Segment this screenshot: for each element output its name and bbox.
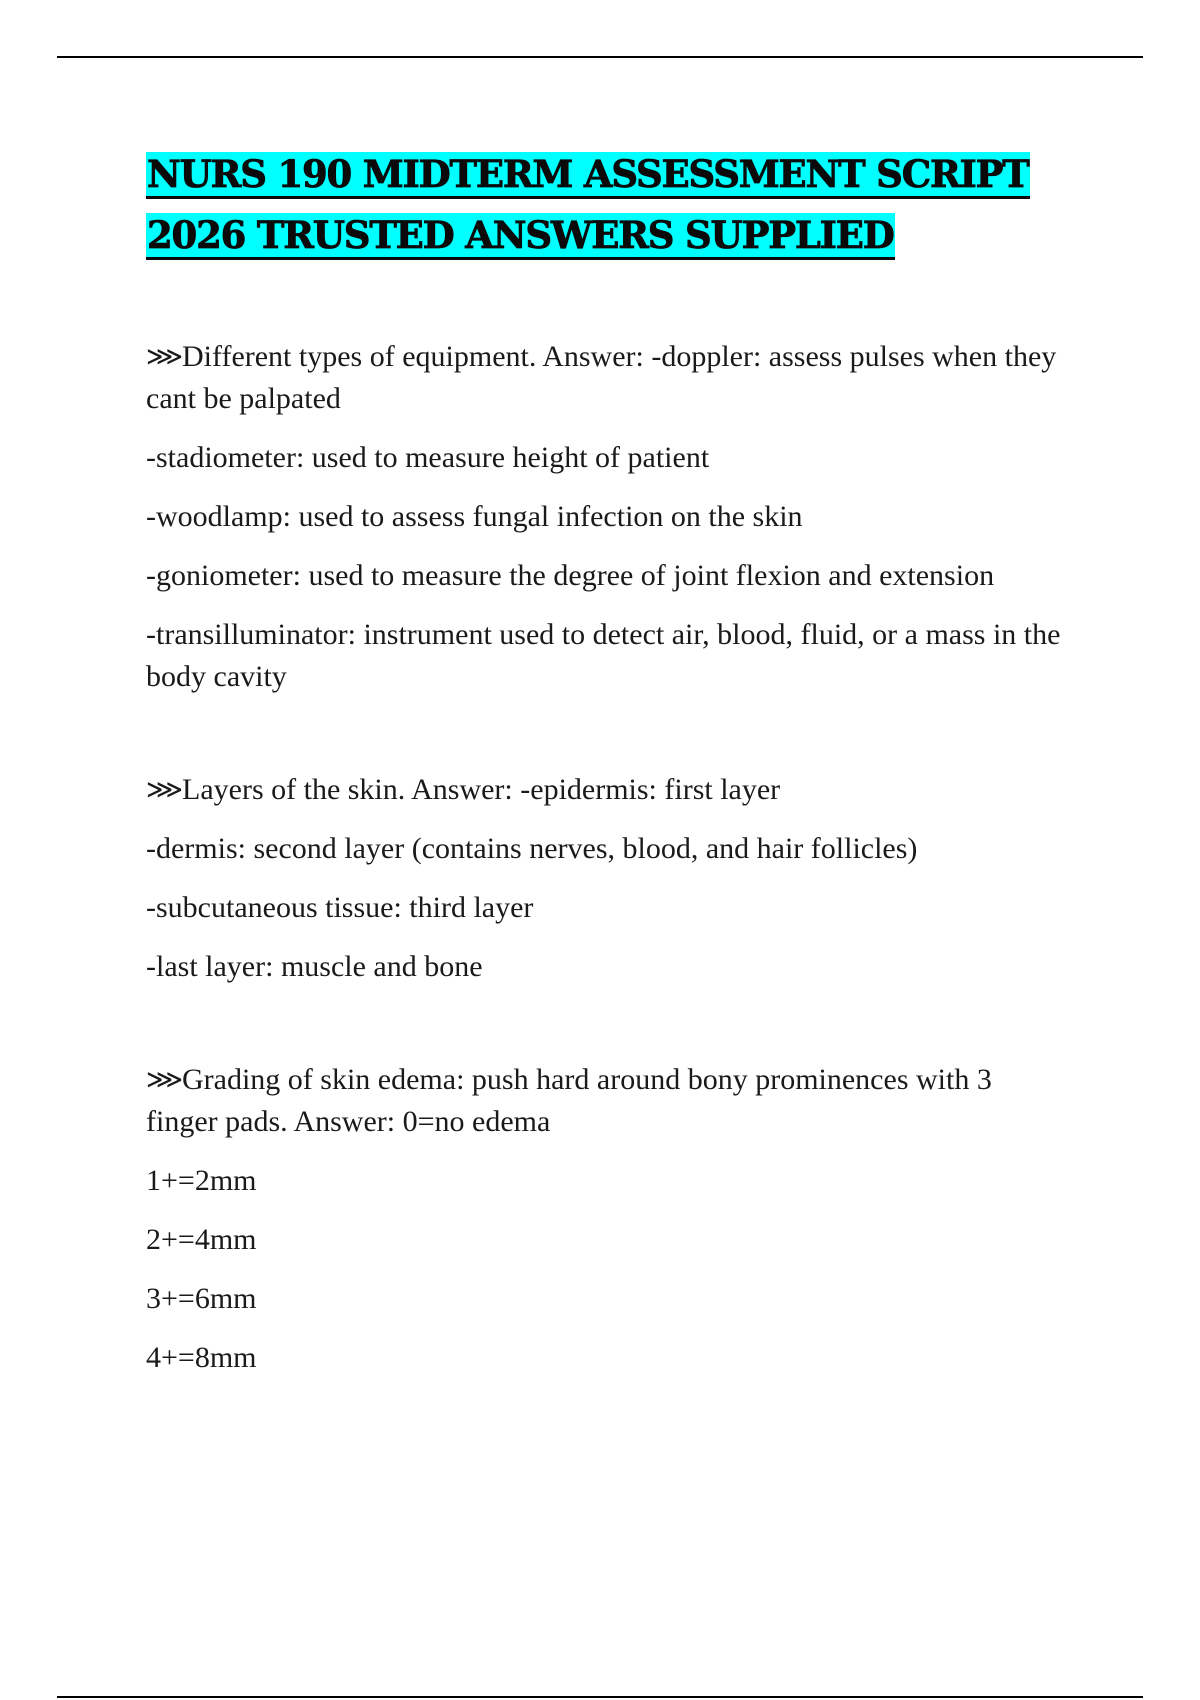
answer-line: -dermis: second layer (contains nerves, blood, and hair follicles)	[146, 832, 918, 865]
arrow-bullet-icon: ⋙	[146, 342, 183, 371]
section-spacer	[146, 1005, 1066, 1059]
answer-line: -stadiometer: used to measure height of patient	[146, 441, 710, 474]
question-paragraph	[146, 769, 1066, 811]
qa-section-equipment	[146, 336, 1066, 698]
section-spacer	[146, 715, 1066, 769]
arrow-bullet-icon: ⋙	[146, 775, 183, 804]
title-line-2: 2026 TRUSTED ANSWERS SUPPLIED	[146, 213, 895, 260]
question-text: Different types of equipment. Answer: -doppler: assess pulses when they cant be palpated	[146, 340, 1057, 415]
question-text: Grading of skin edema: push hard around bony prominences with 3 finger pads. Answer: 0=no edema	[146, 1063, 992, 1138]
qa-section-skin-layers	[146, 769, 1066, 988]
answer-line: -transilluminator: instrument used to detect air, blood, fluid, or a mass in the body cavity	[146, 618, 1061, 693]
document-title	[146, 144, 1076, 266]
answer-line: -subcutaneous tissue: third layer	[146, 891, 534, 924]
answer-line: -goniometer: used to measure the degree of joint flexion and extension	[146, 559, 995, 592]
title-line-1: NURS 190 MIDTERM ASSESSMENT SCRIPT	[146, 152, 1030, 199]
answer-line: -woodlamp: used to assess fungal infection on the skin	[146, 500, 803, 533]
answer-line: 3+=6mm	[146, 1282, 257, 1315]
answer-line: -last layer: muscle and bone	[146, 950, 483, 983]
footer-rule	[57, 1696, 1143, 1698]
arrow-bullet-icon: ⋙	[146, 1065, 183, 1094]
answer-line: 2+=4mm	[146, 1223, 257, 1256]
qa-section-edema-grading	[146, 1059, 1066, 1379]
answer-line: 4+=8mm	[146, 1341, 257, 1374]
header-rule	[57, 56, 1143, 58]
question-text: Layers of the skin. Answer: -epidermis: first layer	[182, 773, 781, 806]
question-paragraph	[146, 336, 1066, 420]
question-paragraph	[146, 1059, 1066, 1143]
answer-line: 1+=2mm	[146, 1164, 257, 1197]
document-body	[146, 336, 1066, 1396]
